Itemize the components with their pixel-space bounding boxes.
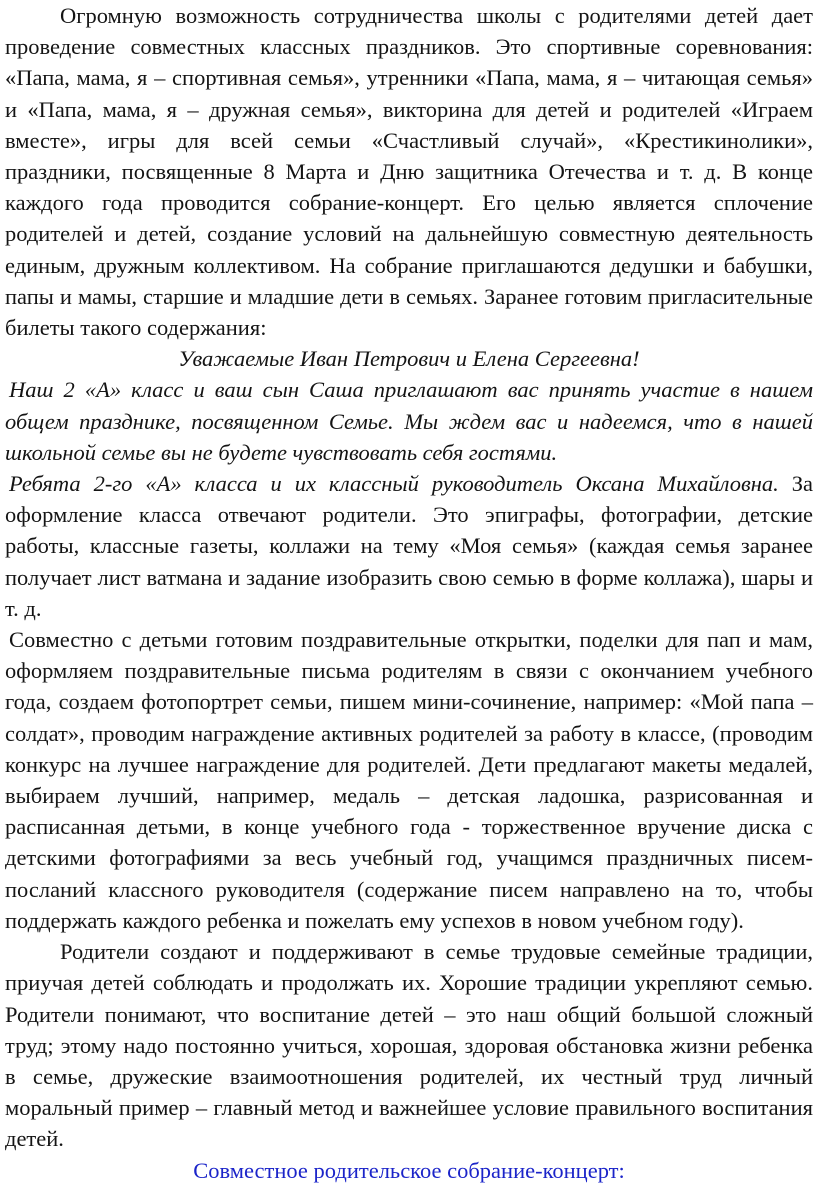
paragraph-intro: Огромную возможность сотрудничества школы с родителями детей дает проведение совместных классных праздников. Это спортивные соревнования: «Папа, мама, я – спортивная семья», утренники «Папа, мама, я – читающая семья» и «Папа, мама, я – дружная семья», викторина для детей и родителей «Играем вместе», игры для всей семьи «Счастливый случай», «Крестикинолики», праздники, посвященные 8 Марта и Дню защитника Отечества и т. д. В конце каждого года проводится собрание-концерт. Его целью является сплочение родителей и детей, создание условий на дальнейшую совместную деятельность единым, дружным коллективом. На собрание приглашаются дедушки и бабушки, папы и мамы, старшие и младшие дети в семьях. Заранее готовим пригласительные билеты такого содержания: — [5, 3, 813, 341]
invitation-greeting: Уважаемые Иван Петрович и Елена Сергеевна! — [178, 346, 640, 372]
paragraph-decoration-text: За оформление класса отвечают родители. Это эпиграфы, фотографии, детские работы, классные газеты, коллажи на тему «Моя семья» (каждая семья заранее получает лист ватмана и задание изобразить свою семью в форме коллажа), шары и т. д. — [5, 471, 813, 621]
paragraph-joint-activities: Совместно с детьми готовим поздравительные открытки, поделки для пап и мам, оформляем поздравительные письма родителям в связи с окончанием учебного года, создаем фотопортрет семьи, пишем мини-сочинение, например: «Мой папа – солдат», проводим награждение активных родителей за работу в классе, (проводим конкурс на лучшее награждение для родителей. Дети предлагают макеты медалей, выбираем лучший, например, медаль – детская ладошка, разрисованная и расписанная детьми, в конце учебного года - торжественное вручение диска с детскими фотографиями за весь учебный год, учащимся праздничных писем-посланий классного руководителя (содержание писем направлено на то, чтобы поддержать каждого ребенка и пожелать ему успехов в новом учебном году). — [5, 627, 813, 933]
paragraph-decoration — [5, 468, 813, 624]
paragraph-family-traditions: Родители создают и поддерживают в семье трудовые семейные традиции, приучая детей соблюдать и продолжать их. Хорошие традиции укрепляют семью. Родители понимают, что воспитание детей – это наш общий большой сложный труд; этому надо постоянно учиться, хорошая, здоровая обстановка жизни ребенка в семье, дружеские взаимоотношения родителей, их честный труд личный моральный пример – главный метод и важнейшее условие правильного воспитания детей. — [5, 939, 813, 1152]
section-heading: Совместное родительское собрание-концерт: — [193, 1157, 625, 1183]
invitation-signature: Ребята 2-го «А» класса и их классный руководитель Оксана Михайловна. — [9, 471, 779, 497]
invitation-body: Наш 2 «А» класс и ваш сын Саша приглашают вас принять участие в нашем общем празднике, посвященном Семье. Мы ждем вас и надеемся, что в нашей школьной семье вы не будете чувствовать себя гостями. — [5, 377, 813, 465]
